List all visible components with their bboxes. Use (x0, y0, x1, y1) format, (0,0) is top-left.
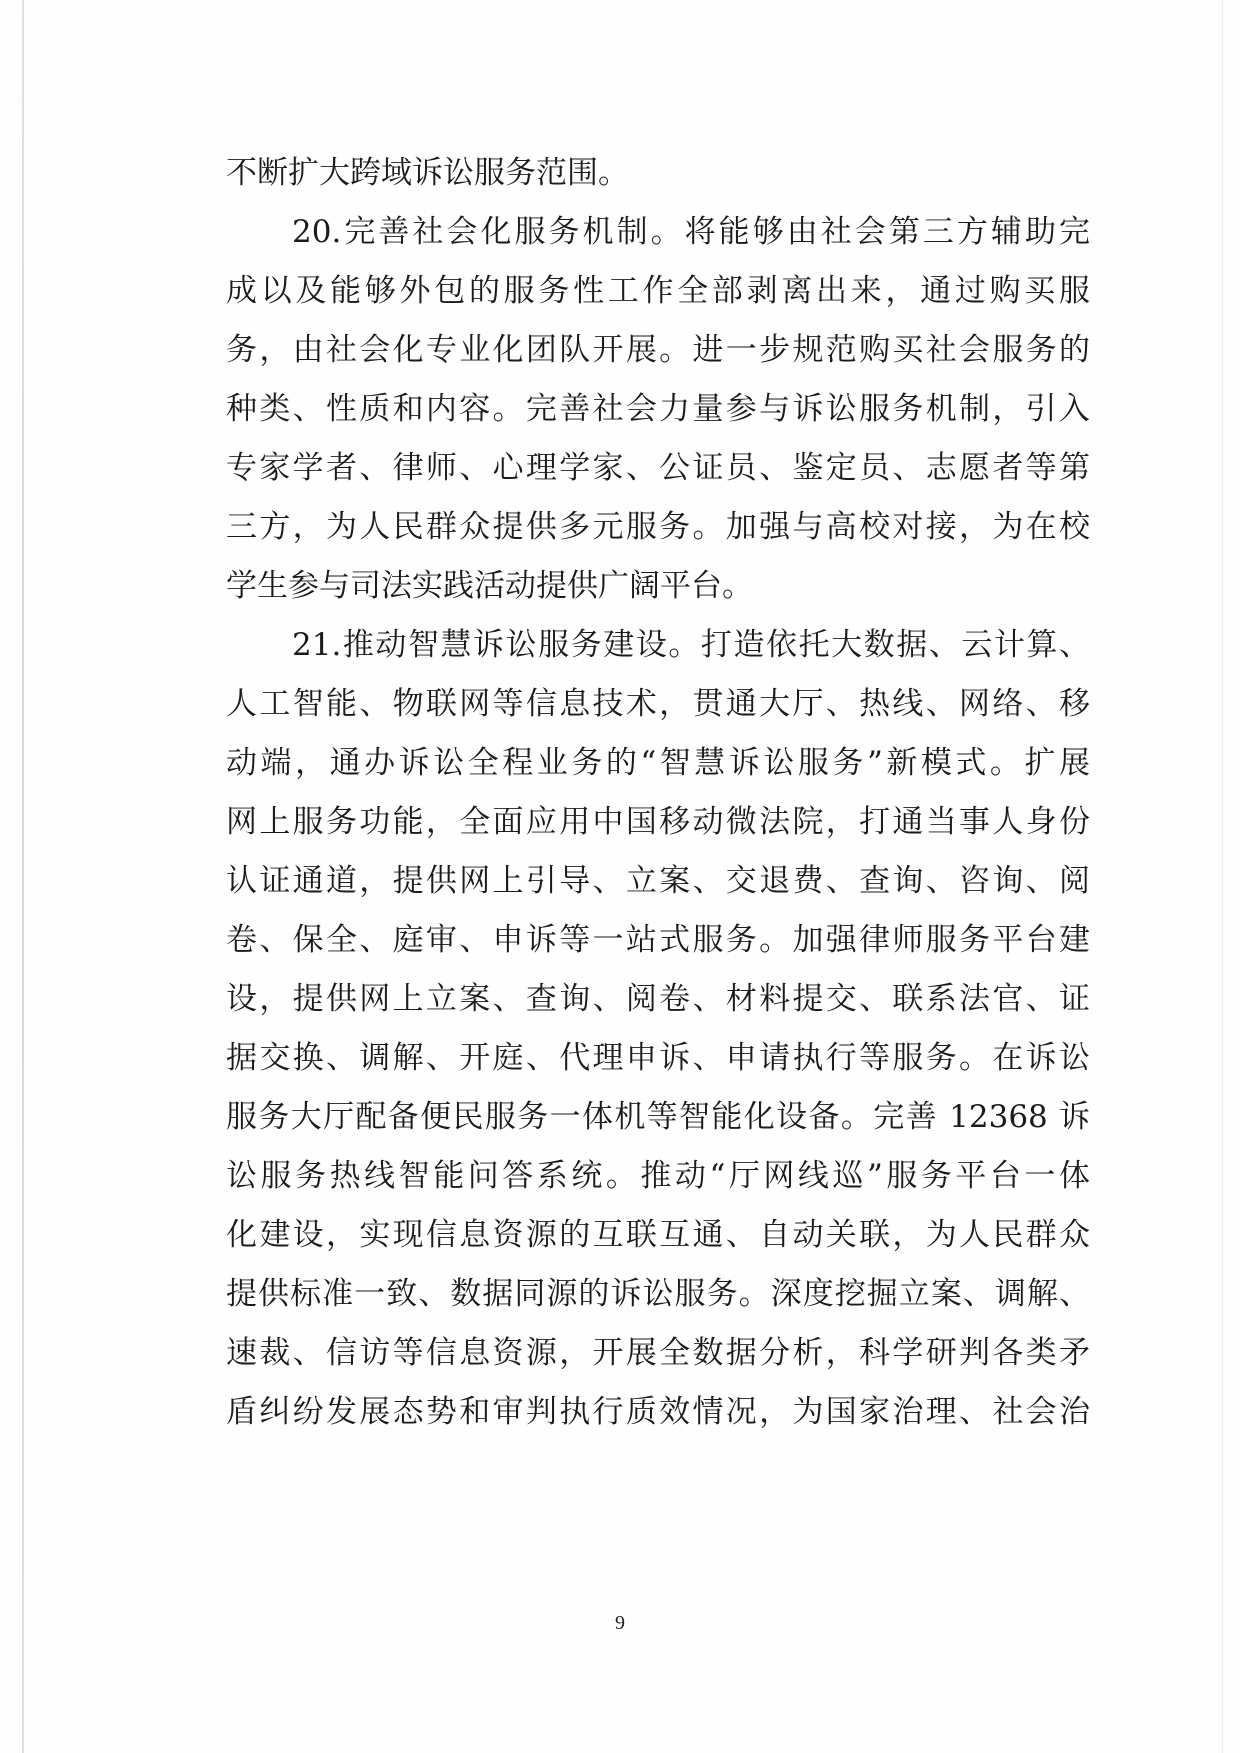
text-line-15: 设，提供网上立案、查询、阅卷、材料提交、联系法官、证 (226, 981, 1090, 1017)
text-line-8: 学生参与司法实践活动提供广阔平台。 (226, 568, 753, 604)
text-line-11: 动端，通办诉讼全程业务的“智慧诉讼服务”新模式。扩展 (226, 745, 1090, 781)
text-line-17: 服务大厅配备便民服务一体机等智能化设备。完善 12368 诉 (226, 1099, 1090, 1135)
text-line-9: 21.推动智慧诉讼服务建设。打造依托大数据、云计算、 (292, 627, 1090, 663)
text-line-6: 专家学者、律师、心理学家、公证员、鉴定员、志愿者等第 (226, 450, 1090, 486)
text-line-1: 不断扩大跨域诉讼服务范围。 (226, 155, 629, 191)
text-line-19: 化建设，实现信息资源的互联互通、自动关联，为人民群众 (226, 1217, 1090, 1253)
text-line-16: 据交换、调解、开庭、代理申诉、申请执行等服务。在诉讼 (226, 1040, 1090, 1076)
text-line-3: 成以及能够外包的服务性工作全部剥离出来，通过购买服 (226, 273, 1090, 309)
text-line-22: 盾纠纷发展态势和审判执行质效情况，为国家治理、社会治 (226, 1394, 1090, 1430)
text-line-12: 网上服务功能，全面应用中国移动微法院，打通当事人身份 (226, 804, 1090, 840)
scan-edge-left (22, 0, 24, 1753)
text-line-14: 卷、保全、庭审、申诉等一站式服务。加强律师服务平台建 (226, 922, 1090, 958)
text-line-13: 认证通道，提供网上引导、立案、交退费、查询、咨询、阅 (226, 863, 1090, 899)
page-number: 9 (615, 1612, 625, 1634)
text-line-2: 20.完善社会化服务机制。将能够由社会第三方辅助完 (292, 214, 1090, 250)
text-line-20: 提供标准一致、数据同源的诉讼服务。深度挖掘立案、调解、 (226, 1276, 1090, 1312)
text-line-21: 速裁、信访等信息资源，开展全数据分析，科学研判各类矛 (226, 1335, 1090, 1371)
text-line-18: 讼服务热线智能问答系统。推动“厅网线巡”服务平台一体 (226, 1158, 1090, 1194)
text-line-7: 三方，为人民群众提供多元服务。加强与高校对接，为在校 (226, 509, 1090, 545)
text-line-4: 务，由社会化专业化团队开展。进一步规范购买社会服务的 (226, 332, 1090, 368)
text-line-5: 种类、性质和内容。完善社会力量参与诉讼服务机制，引入 (226, 391, 1090, 427)
text-line-10: 人工智能、物联网等信息技术，贯通大厅、热线、网络、移 (226, 686, 1090, 722)
scan-edge-right (1222, 0, 1223, 1753)
